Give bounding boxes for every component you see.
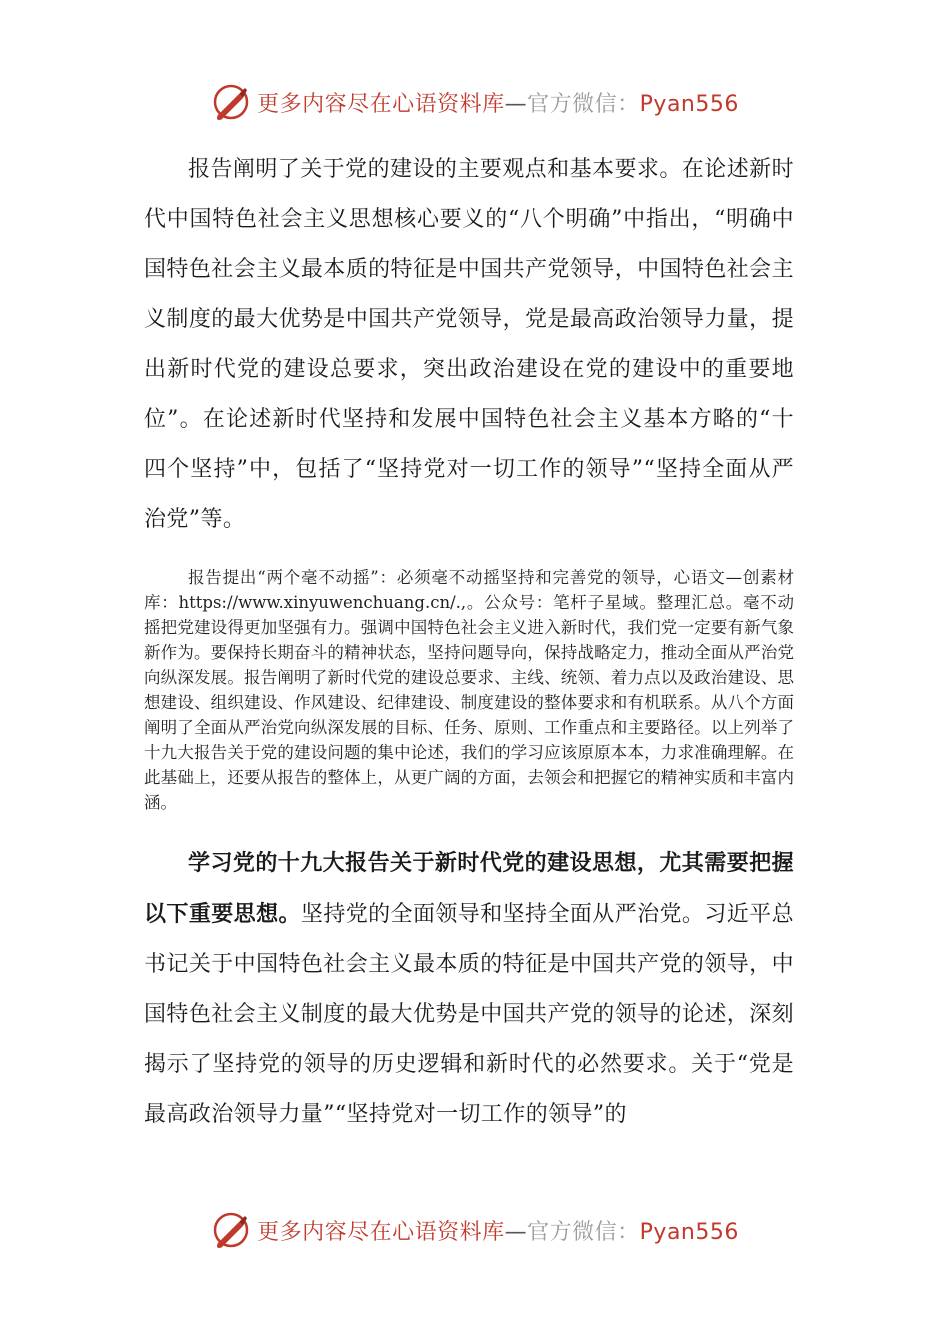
paragraph-3-block <box>144 838 794 1140</box>
footer-dash: — <box>504 1219 528 1245</box>
pen-logo-icon <box>211 1210 251 1250</box>
paragraph-1: 报告阐明了关于党的建设的主要观点和基本要求。在论述新时代中国特色社会主义思想核心要义的“八个明确”中指出，“明确中国特色社会主义最本质的特征是中国共产党领导，中国特色社会主义制度的最大优势是中国共产党领导，党是最高政治领导力量，提出新时代党的建设总要求，突出政治建设在党的建设中的重要地位”。在论述新时代坚持和发展中国特色社会主义基本方略的“十四个坚持”中，包括了“坚持党对一切工作的领导”“坚持全面从严治党”等。 <box>144 157 794 532</box>
footer-site-text: 更多内容尽在心语资料库 <box>257 1219 505 1245</box>
paragraph-3-body: 坚持党的全面领导和坚持全面从严治党。习近平总书记关于中国特色社会主义最本质的特征是中国共产党的领导，中国特色社会主义制度的最大优势是中国共产党的领导的论述，深刻揭示了坚持党的领导的历史逻辑和新时代的必然要求。关于“党是最高政治领导力量”“坚持党对一切工作的领导”的 <box>144 902 794 1127</box>
header-dash: — <box>504 91 528 117</box>
header-wechat-label: 官方微信： <box>527 91 640 117</box>
footer-banner <box>0 1208 950 1252</box>
paragraph-1-block <box>144 145 794 545</box>
pen-logo-icon <box>211 82 251 122</box>
footer-wechat-label: 官方微信： <box>527 1219 640 1245</box>
header-banner <box>0 80 950 124</box>
paragraph-3-bold-lead: 学习党的十九大报告关于新时代党的建设思想，尤其需要把握以下重要思想。 <box>144 850 794 927</box>
footer-banner-text <box>257 1215 739 1246</box>
header-wechat-id: Pyan556 <box>639 91 739 117</box>
paragraph-2: 报告提出“两个毫不动摇”：必须毫不动摇坚持和完善党的领导，心语文—创素材库：https://www.xinyuwenchuang.cn/.,。公众号：笔杆子星域。整理汇总。毫不动摇把党建设得更加坚强有力。强调中国特色社会主义进入新时代，我们党一定要有新气象新作为。要保持长期奋斗的精神状态，坚持问题导向，保持战略定力，推动全面从严治党向纵深发展。报告阐明了新时代党的建设总要求、主线、统领、着力点以及政治建设、思想建设、组织建设、作风建设、纪律建设、制度建设的整体要求和有机联系。从八个方面阐明了全面从严治党向纵深发展的目标、任务、原则、工作重点和主要路径。以上列举了十九大报告关于党的建设问题的集中论述，我们的学习应该原原本本，力求准确理解。在此基础上，还要从报告的整体上，从更广阔的方面，去领会和把握它的精神实质和丰富内涵。 <box>144 568 794 812</box>
header-banner-text <box>257 87 739 118</box>
paragraph-3 <box>144 838 794 1140</box>
header-site-text: 更多内容尽在心语资料库 <box>257 91 505 117</box>
footer-wechat-id: Pyan556 <box>639 1219 739 1245</box>
paragraph-2-block <box>144 565 794 815</box>
